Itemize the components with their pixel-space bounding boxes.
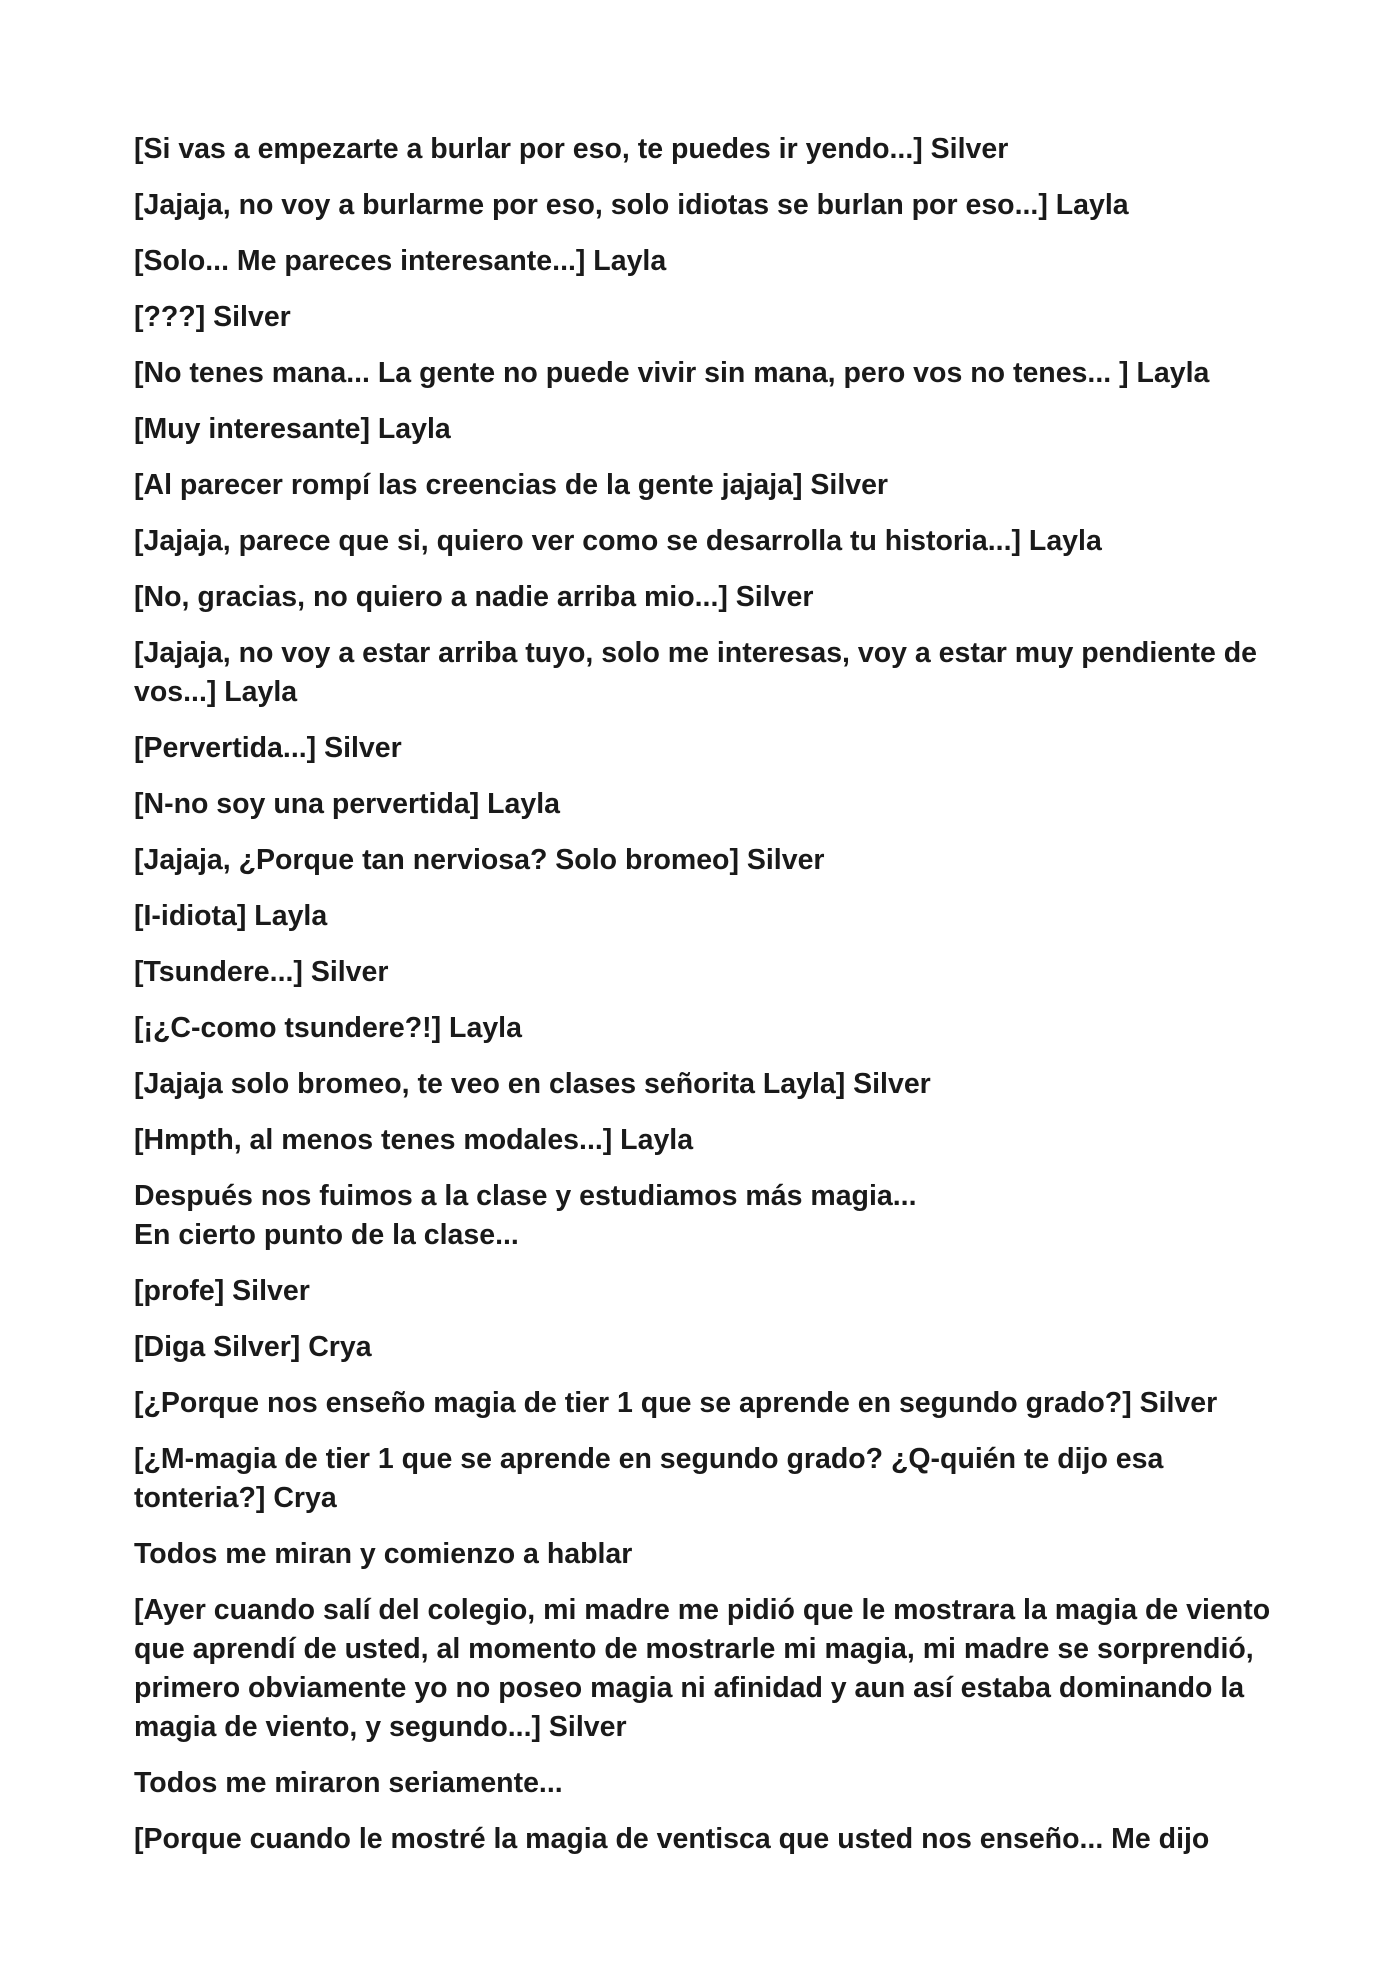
paragraph: [Jajaja, no voy a burlarme por eso, solo idiotas se burlan por eso...] Layla (134, 189, 1129, 221)
paragraph: [Muy interesante] Layla (134, 413, 451, 445)
paragraph: [profe] Silver (134, 1275, 310, 1307)
paragraph: [Jajaja, no voy a estar arriba tuyo, solo me interesas, voy a estar muy pendiente de vos...] Layla (134, 637, 1258, 708)
paragraph: Todos me miran y comienzo a hablar (134, 1538, 633, 1570)
paragraph: [Jajaja, ¿Porque tan nerviosa? Solo bromeo] Silver (134, 844, 825, 876)
paragraph: Todos me miraron seriamente... (134, 1767, 563, 1799)
paragraph: [¡¿C-como tsundere?!] Layla (134, 1012, 522, 1044)
paragraph: [N-no soy una pervertida] Layla (134, 788, 561, 820)
paragraph: [Ayer cuando salí del colegio, mi madre me pidió que le mostrara la magia de viento que aprendí de usted, al momento de mostrarle mi magia, mi madre se sorprendió, primero obviamente yo no poseo magia ni afinidad y aun así estaba dominando la magia de viento, y segundo...] Silver (134, 1594, 1271, 1743)
paragraph: Después nos fuimos a la clase y estudiamos más magia... En cierto punto de la clase... (134, 1180, 917, 1251)
paragraph: [Solo... Me pareces interesante...] Layla (134, 245, 667, 277)
paragraph: [¿M-magia de tier 1 que se aprende en segundo grado? ¿Q-quién te dijo esa tonteria?] Crya (134, 1443, 1164, 1514)
paragraph: [No tenes mana... La gente no puede vivir sin mana, pero vos no tenes... ] Layla (134, 357, 1210, 389)
paragraph: [No, gracias, no quiero a nadie arriba mio...] Silver (134, 581, 814, 613)
paragraph: [Hmpth, al menos tenes modales...] Layla (134, 1124, 694, 1156)
paragraph: [Porque cuando le mostré la magia de ventisca que usted nos enseño... Me dijo (134, 1823, 1210, 1855)
paragraph: [Si vas a empezarte a burlar por eso, te puedes ir yendo...] Silver (134, 133, 1009, 165)
paragraph: [Jajaja solo bromeo, te veo en clases señorita Layla] Silver (134, 1068, 931, 1100)
paragraph: [¿Porque nos enseño magia de tier 1 que se aprende en segundo grado?] Silver (134, 1387, 1218, 1419)
paragraph: [Diga Silver] Crya (134, 1331, 372, 1363)
paragraph: [Tsundere...] Silver (134, 956, 389, 988)
paragraph: [???] Silver (134, 301, 291, 333)
document-page (134, 130, 1294, 1876)
paragraph: [Jajaja, parece que si, quiero ver como se desarrolla tu historia...] Layla (134, 525, 1102, 557)
paragraph: [Al parecer rompí las creencias de la gente jajaja] Silver (134, 469, 889, 501)
paragraph: [Pervertida...] Silver (134, 732, 402, 764)
paragraph: [I-idiota] Layla (134, 900, 328, 932)
